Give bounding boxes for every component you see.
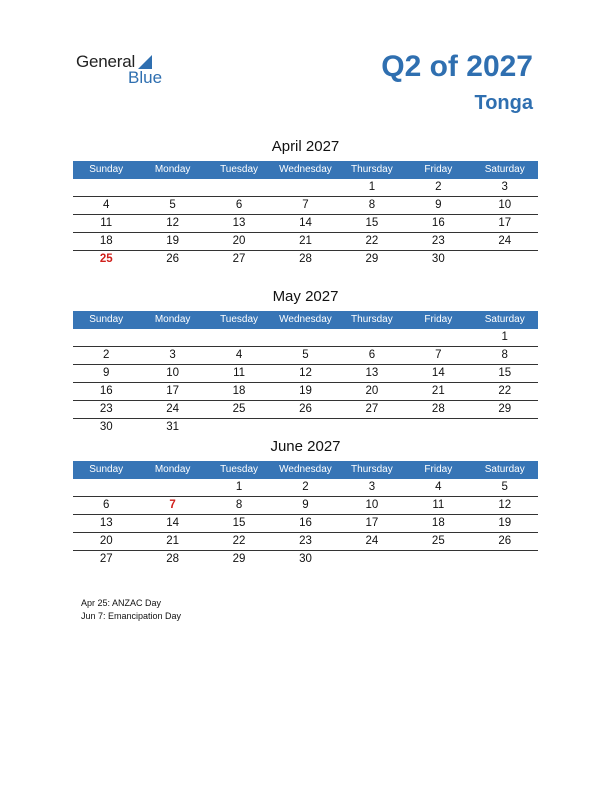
day-cell: 8 [235,499,243,511]
logo-triangle-icon [138,55,152,69]
day-cell: 14 [166,517,180,529]
day-cell: 21 [431,385,445,397]
day-cell: 20 [99,535,113,547]
week-row [73,551,538,568]
day-cell: 11 [233,367,246,379]
weekday-label: Saturday [484,164,525,175]
week-row [73,365,538,383]
day-cell: 30 [299,553,312,565]
day-cell: 6 [235,199,243,211]
day-cell: 11 [100,217,113,229]
day-cell [206,419,272,436]
day-cell: 24 [365,535,379,547]
day-cell [73,179,139,196]
day-cell [206,329,272,346]
weekday-header [73,311,538,329]
day-cell: 19 [299,385,312,397]
day-cell: 29 [498,403,512,415]
day-cell: 10 [166,367,180,379]
day-cell: 5 [302,349,309,361]
week-row [73,515,538,533]
month-calendar [73,136,538,268]
day-cell: 20 [365,385,379,397]
holiday-note: Apr 25: ANZAC Day [81,598,162,608]
day-cell: 21 [299,235,312,247]
day-cell: 3 [169,349,176,361]
week-row [73,533,538,551]
holiday-day-cell: 25 [99,253,113,265]
day-cell: 24 [166,403,180,415]
day-cell: 24 [498,235,512,247]
day-cell: 26 [498,535,512,547]
logo [76,52,176,88]
day-cell: 16 [299,517,312,529]
weekday-label: Wednesday [279,464,332,475]
day-cell [73,479,139,496]
weekday-label: Monday [154,164,191,175]
day-cell: 1 [368,181,376,193]
day-cell: 13 [232,217,246,229]
week-row [73,479,538,497]
weekday-label: Saturday [484,464,525,475]
day-cell: 20 [232,235,246,247]
day-cell: 27 [99,553,113,565]
day-cell: 1 [235,481,243,493]
day-cell: 3 [368,481,376,493]
day-cell: 23 [99,403,113,415]
weekday-label: Sunday [89,164,124,175]
day-cell: 31 [166,421,180,433]
week-row [73,179,538,197]
week-row [73,233,538,251]
day-cell: 4 [103,199,110,211]
day-cell: 1 [501,331,508,343]
day-cell: 15 [232,517,246,529]
day-cell: 7 [302,199,309,211]
day-cell: 18 [99,235,113,247]
logo-blue-text: Blue [128,68,163,87]
day-cell: 8 [368,199,376,211]
day-cell: 28 [431,403,445,415]
weekday-label: Wednesday [279,314,332,325]
month-title: April 2027 [271,138,340,155]
day-cell: 29 [365,253,379,265]
day-cell [139,179,205,196]
day-cell: 30 [431,253,445,265]
weekday-label: Tuesday [220,164,259,175]
weekday-label: Tuesday [220,464,259,475]
weekday-label: Sunday [89,464,124,475]
month-calendar [73,436,538,568]
day-cell: 18 [232,385,246,397]
day-cell: 25 [232,403,246,415]
day-cell: 5 [501,481,508,493]
day-cell: 27 [365,403,379,415]
weekday-label: Thursday [351,164,393,175]
day-cell: 23 [299,535,312,547]
day-cell: 17 [166,385,180,397]
day-cell: 12 [498,499,512,511]
month-calendar [73,286,538,436]
day-cell: 19 [498,517,512,529]
day-cell: 26 [299,403,312,415]
weekday-label: Monday [154,314,191,325]
day-cell: 7 [435,349,442,361]
week-row [73,497,538,515]
country-name: Tonga [474,92,533,114]
day-cell: 9 [302,499,309,511]
month-title: May 2027 [272,288,339,305]
day-cell: 10 [365,499,379,511]
day-cell: 22 [232,535,246,547]
weekday-label: Thursday [351,314,393,325]
day-cell: 4 [235,349,243,361]
day-cell: 9 [103,367,110,379]
day-cell: 18 [431,517,445,529]
day-cell: 22 [365,235,379,247]
day-cell: 3 [501,181,508,193]
day-cell: 4 [435,481,442,493]
weekday-label: Wednesday [279,164,332,175]
day-cell: 23 [431,235,445,247]
day-cell: 13 [99,517,113,529]
day-cell: 5 [169,199,176,211]
page-title: Q2 of 2027 [381,50,533,83]
day-cell [272,419,338,436]
week-row [73,197,538,215]
day-cell [472,551,538,568]
weekday-label: Friday [424,314,453,325]
weekday-header [73,161,538,179]
day-cell [206,179,272,196]
weekday-label: Friday [424,164,453,175]
day-cell: 8 [501,349,508,361]
week-row [73,383,538,401]
day-cell: 28 [299,253,312,265]
week-row [73,347,538,365]
day-cell [339,329,405,346]
day-cell [139,479,205,496]
weekday-label: Friday [424,464,453,475]
weekday-header [73,461,538,479]
day-cell [139,329,205,346]
day-cell: 2 [302,481,309,493]
week-row [73,251,538,268]
day-cell: 15 [365,217,379,229]
day-cell: 12 [166,217,180,229]
day-cell: 11 [432,499,445,511]
day-cell: 6 [103,499,110,511]
day-cell: 17 [365,517,379,529]
day-cell: 25 [431,535,445,547]
day-cell [73,329,139,346]
day-cell: 16 [99,385,113,397]
week-row [73,419,538,436]
day-cell [405,419,471,436]
day-cell: 10 [498,199,512,211]
day-cell: 2 [103,349,110,361]
weekday-label: Saturday [484,314,525,325]
day-cell [472,419,538,436]
day-cell: 19 [166,235,180,247]
day-cell: 14 [431,367,445,379]
day-cell [272,329,338,346]
holiday-notes [81,597,181,623]
day-cell: 2 [435,181,442,193]
day-cell: 30 [99,421,113,433]
day-cell: 28 [166,553,180,565]
day-cell: 26 [166,253,180,265]
day-cell: 27 [232,253,246,265]
week-row [73,401,538,419]
holiday-note: Jun 7: Emancipation Day [81,611,182,621]
weekday-label: Thursday [351,464,393,475]
week-row [73,215,538,233]
month-title: June 2027 [270,438,341,455]
day-cell [339,551,405,568]
day-cell: 6 [368,349,376,361]
day-cell: 9 [435,199,442,211]
day-cell: 14 [299,217,312,229]
weekday-label: Tuesday [220,314,259,325]
day-cell [339,419,405,436]
day-cell [472,251,538,268]
weekday-label: Monday [154,464,191,475]
week-row [73,329,538,347]
day-cell: 29 [232,553,246,565]
day-cell [405,329,471,346]
logo-general-text: General [76,52,136,71]
weekday-label: Sunday [89,314,124,325]
day-cell: 21 [166,535,180,547]
holiday-day-cell: 7 [169,499,176,511]
day-cell [405,551,471,568]
day-cell: 17 [498,217,512,229]
day-cell: 16 [431,217,445,229]
day-cell [272,179,338,196]
day-cell: 22 [498,385,512,397]
day-cell: 13 [365,367,379,379]
day-cell: 15 [498,367,512,379]
day-cell: 12 [299,367,312,379]
